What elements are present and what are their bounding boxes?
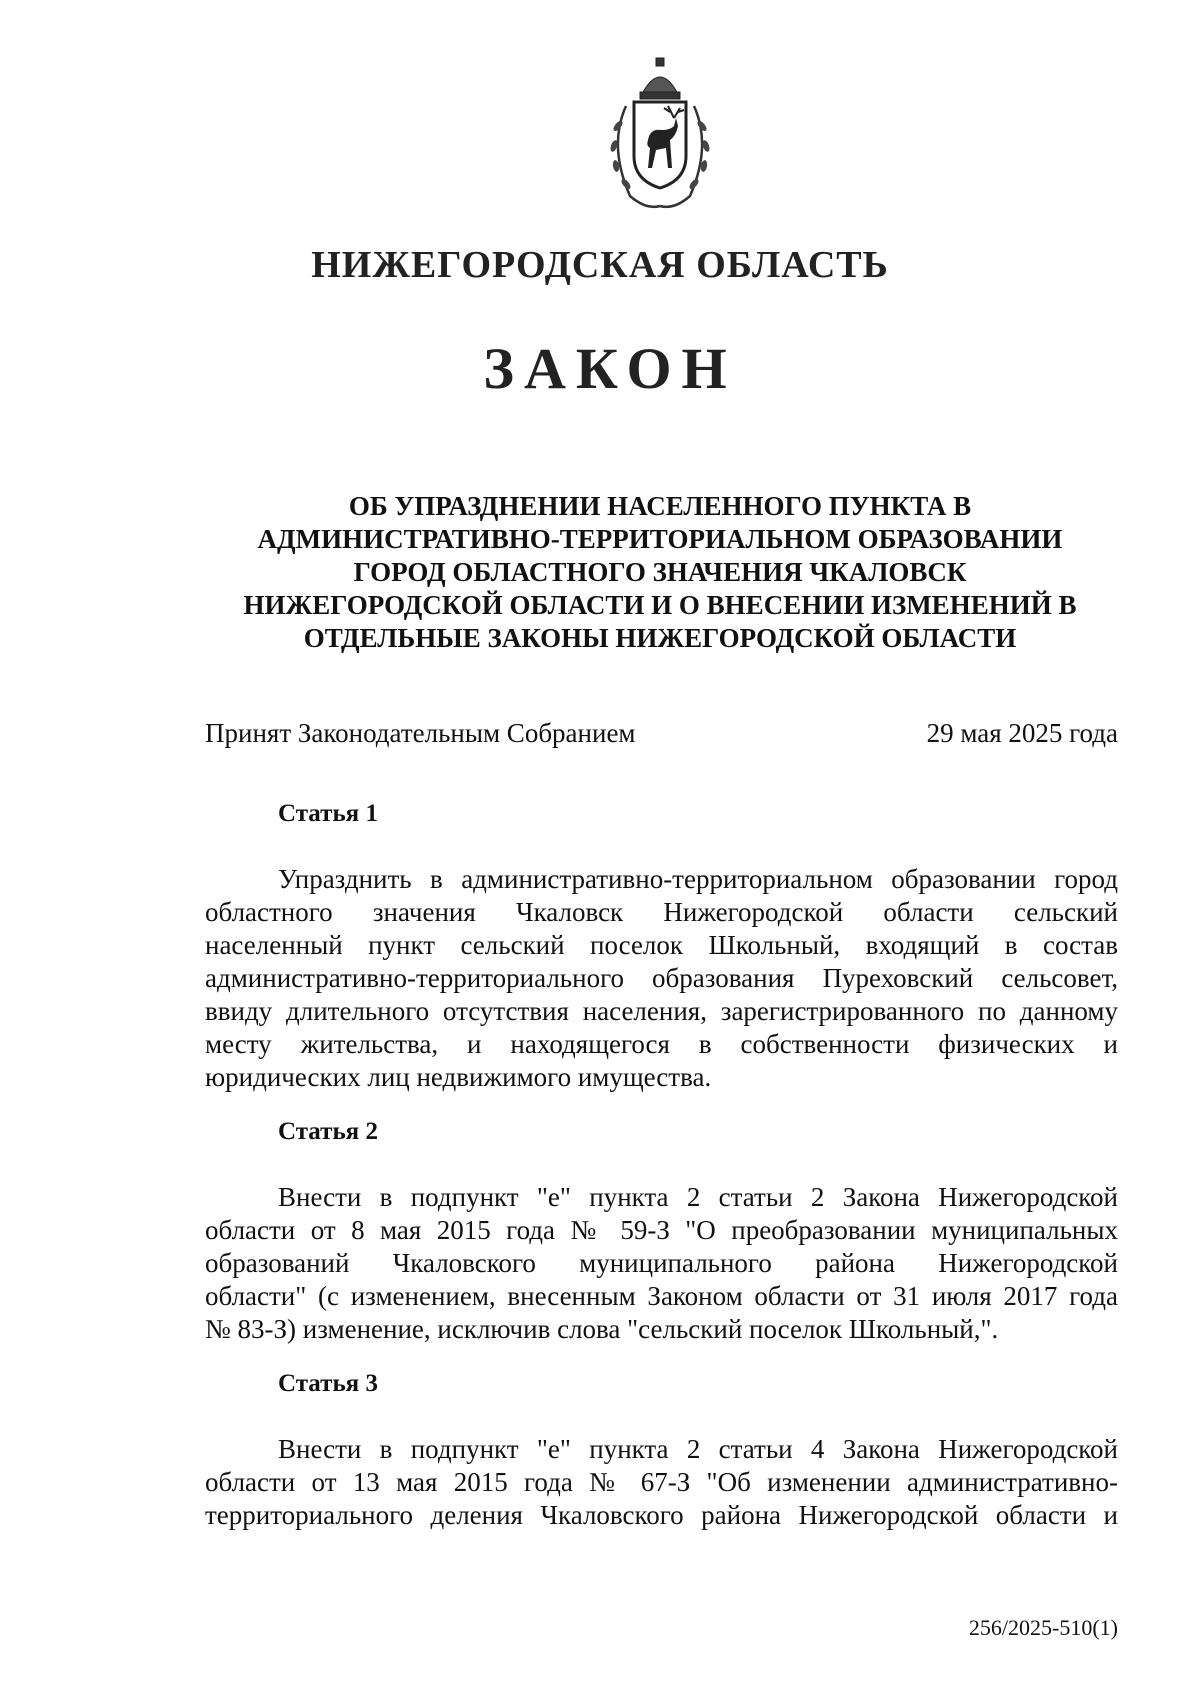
- text-line: области" (с изменением, внесенным Законом области от 31 июля 2017 года: [205, 1281, 1118, 1311]
- text-line: Внести в подпункт "е" пункта 2 статьи 4 Закона Нижегородской: [278, 1434, 1118, 1464]
- text-line: Внести в подпункт "е" пункта 2 статьи 2 Закона Нижегородской: [278, 1182, 1118, 1212]
- law-title: [200, 490, 1120, 655]
- text-line: области от 13 мая 2015 года № 67-З "Об изменении административно-: [205, 1467, 1118, 1497]
- text-line: образований Чкаловского муниципального района Нижегородской: [205, 1248, 1118, 1278]
- text-line: месту жительства, и находящегося в собственности физических и: [205, 1029, 1118, 1059]
- article-3-text: [205, 1433, 1118, 1532]
- article-3-heading: Статья 3: [278, 1370, 378, 1397]
- text-line: областного значения Чкаловск Нижегородской области сельский: [205, 897, 1118, 927]
- article-2-text: [205, 1181, 1118, 1346]
- text-line: административно-территориального образования Пуреховский сельсовет,: [205, 963, 1118, 993]
- law-title-line: ГОРОД ОБЛАСТНОГО ЗНАЧЕНИЯ ЧКАЛОВСК: [353, 557, 967, 587]
- law-title-line: АДМИНИСТРАТИВНО-ТЕРРИТОРИАЛЬНОМ ОБРАЗОВАНИИ: [257, 524, 1063, 554]
- text-line: территориального деления Чкаловского района Нижегородской области и: [205, 1500, 1118, 1530]
- text-line: ввиду длительного отсутствия населения, зарегистрированного по данному: [205, 996, 1118, 1026]
- adoption-date: 29 мая 2025 года: [926, 718, 1118, 748]
- document-type-title: ЗАКОН: [483, 336, 737, 401]
- text-line: юридических лиц недвижимого имущества.: [205, 1062, 712, 1092]
- law-title-line: ОТДЕЛЬНЫЕ ЗАКОНЫ НИЖЕГОРОДСКОЙ ОБЛАСТИ: [303, 623, 1017, 653]
- text-line: области от 8 мая 2015 года № 59-З "О преобразовании муниципальных: [205, 1215, 1118, 1245]
- document-number: 256/2025-510(1): [968, 1615, 1118, 1640]
- article-2-heading: Статья 2: [278, 1118, 378, 1145]
- region-title: НИЖЕГОРОДСКАЯ ОБЛАСТЬ: [311, 244, 889, 286]
- law-title-line: ОБ УПРАЗДНЕНИИ НАСЕЛЕННОГО ПУНКТА В: [348, 491, 972, 521]
- adoption-row: [205, 718, 1118, 749]
- adoption-label: Принят Законодательным Собранием: [205, 718, 636, 748]
- text-line: населенный пункт сельский поселок Школьный, входящий в состав: [205, 930, 1118, 960]
- coat-of-arms-icon: [590, 56, 730, 216]
- article-1-heading: Статья 1: [278, 800, 378, 827]
- text-line: № 83-З) изменение, исключив слова "сельский поселок Школьный,".: [205, 1314, 999, 1344]
- text-line: Упразднить в административно-территориальном образовании город: [278, 864, 1118, 894]
- article-1-text: [205, 863, 1118, 1094]
- law-title-line: НИЖЕГОРОДСКОЙ ОБЛАСТИ И О ВНЕСЕНИИ ИЗМЕНЕНИЙ В: [243, 590, 1077, 620]
